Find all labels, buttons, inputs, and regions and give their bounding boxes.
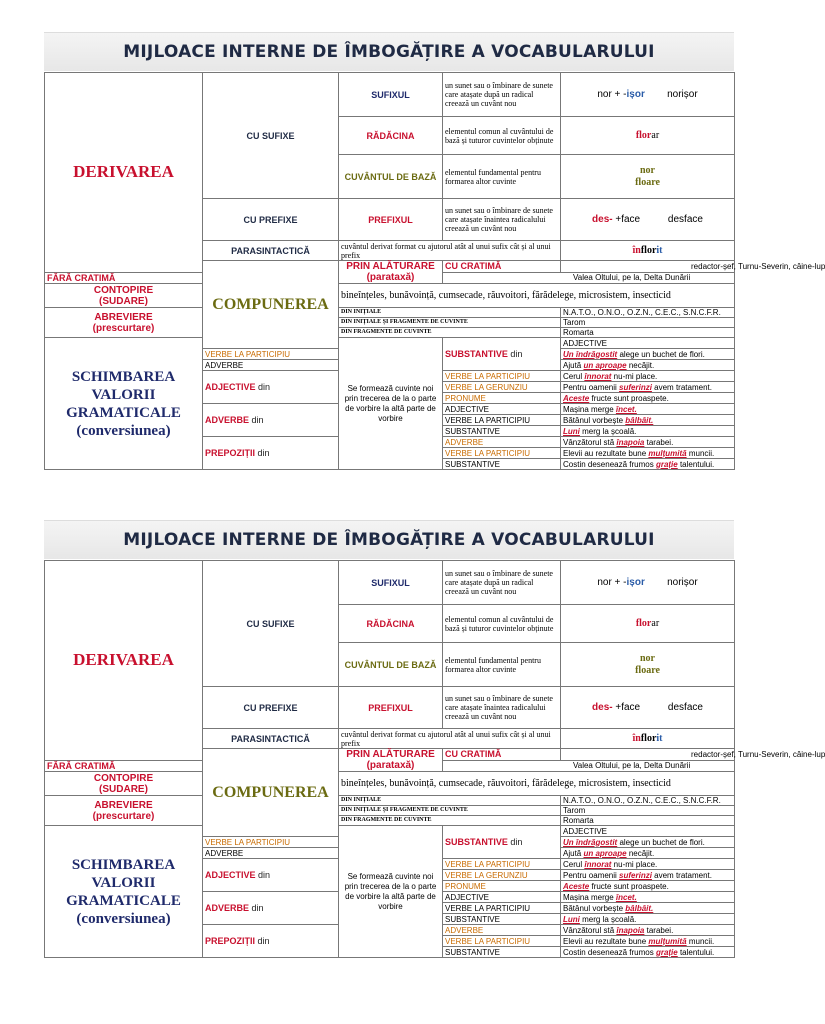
cu-sufixe: CU SUFIXE [203,561,339,687]
vocab-table [44,72,825,470]
cuvantul-de-baza: CUVÂNTUL DE BAZĂ [339,155,443,199]
conv-example: Luni merg la școală. [561,914,735,925]
conv-from: SUBSTANTIVE [443,426,561,437]
conv-from: VERBE LA PARTICIPIU [443,859,561,870]
conv-from: ADVERBE [203,848,339,859]
cuvantul-de-baza-def: elementul fundamental pentru formarea altor cuvinte [443,643,561,687]
conv-from: VERBE LA GERUNZIU [443,870,561,881]
cu-prefixe: CU PREFIXE [203,687,339,729]
contopire-example: bineînțeles, bunăvoință, cumsecade, răuvoitori, fărădelege, microsistem, insecticid [339,284,735,308]
contopire-example: bineînțeles, bunăvoință, cumsecade, răuvoitori, fărădelege, microsistem, insecticid [339,772,735,796]
from-adverbe: ADVERBE din [203,892,339,925]
from-substantive: SUBSTANTIVE din [443,338,561,371]
radacina-example: florar [561,605,735,643]
conv-from: ADJECTIVE [443,404,561,415]
conv-example: Cerul înnorat nu-mi place. [561,859,735,870]
parasintactica-example: înflorit [561,241,735,261]
schimbarea-label: SCHIMBAREA VALORII GRAMATICALE (conversiunea) [45,338,203,470]
from-adjective: ADJECTIVE din [203,371,339,404]
parasintactica-def: cuvântul derivat format cu ajutorul atât al unui sufix cât și al unui prefix [339,729,561,749]
conv-example: Un îndrăgostit alege un buchet de flori. [561,349,735,360]
conv-from: PRONUME [443,393,561,404]
abreviere: ABREVIERE (prescurtare) [45,308,203,338]
fara-cratima-example: Valea Oltului, pe la, Delta Dunării [443,272,735,284]
page-title: MIJLOACE INTERNE DE ÎMBOGĂȚIRE A VOCABULARULUI [44,520,734,559]
sufixul-example: nor + -ișor norișor [561,73,735,117]
conv-from: ADVERBE [203,360,339,371]
derivarea-label: DERIVAREA [45,73,203,273]
conv-example: Vânzătorul stă înapoia tarabei. [561,925,735,936]
derivarea-label: DERIVAREA [45,561,203,761]
abreviere: ABREVIERE (prescurtare) [45,796,203,826]
compunerea-label: COMPUNEREA [203,749,339,837]
fara-cratima: FĂRĂ CRATIMĂ [45,272,203,284]
conv-example: Ajută un aproape necăjit. [561,360,735,371]
din-fragmente: DIN FRAGMENTE DE CUVINTE [339,816,561,826]
conv-example: Elevii au rezultate bune mulțumită muncii. [561,448,735,459]
conv-example: Mașina merge încet. [561,892,735,903]
conv-example: Pentru oamenii suferinzi avem tratament. [561,870,735,881]
conv-from: PRONUME [443,881,561,892]
from-adverbe: ADVERBE din [203,404,339,437]
cu-cratima: CU CRATIMĂ [443,749,561,761]
schimbarea-desc: Se formează cuvinte noi prin trecerea de la o parte de vorbire la altă parte de vorbire [339,338,443,470]
radacina-def: elementul comun al cuvântului de bază și tuturor cuvintelor obținute [443,605,561,643]
conv-from: VERBE LA PARTICIPIU [443,371,561,382]
conv-example: Vânzătorul stă înapoia tarabei. [561,437,735,448]
conv-example: Pentru oamenii suferinzi avem tratament. [561,382,735,393]
prefixul: PREFIXUL [339,199,443,241]
conv-from: SUBSTANTIVE [443,947,561,958]
cu-prefixe: CU PREFIXE [203,199,339,241]
sufixul: SUFIXUL [339,561,443,605]
din-initiale: DIN INIȚIALE [339,308,561,318]
din-initiale-example: N.A.T.O., O.N.O., O.Z.N., C.E.C., S.N.C.F.R. [561,796,735,806]
din-fragmente-example: Romarta [561,816,735,826]
prefixul-example: des- +face desface [561,687,735,729]
parasintactica-example: înflorit [561,729,735,749]
conv-from: SUBSTANTIVE [443,914,561,925]
radacina-def: elementul comun al cuvântului de bază și tuturor cuvintelor obținute [443,117,561,155]
sufixul: SUFIXUL [339,73,443,117]
din-initiale-fragmente-example: Tarom [561,318,735,328]
parasintactica-def: cuvântul derivat format cu ajutorul atât al unui sufix cât și al unui prefix [339,241,561,261]
prefixul-example: des- +face desface [561,199,735,241]
conv-example: Ajută un aproape necăjit. [561,848,735,859]
conv-example: Bătânul vorbește bâlbâit. [561,903,735,914]
conv-example: Luni merg la școală. [561,426,735,437]
from-prepozitii: PREPOZIȚII din [203,437,339,470]
cuvantul-de-baza-def: elementul fundamental pentru formarea altor cuvinte [443,155,561,199]
conv-from: VERBE LA GERUNZIU [443,382,561,393]
conv-example: Elevii au rezultate bune mulțumită muncii. [561,936,735,947]
prefixul: PREFIXUL [339,687,443,729]
cu-cratima-example: redactor-șef, Turnu-Severin, câine-lup [561,749,735,761]
conv-from: VERBE LA PARTICIPIU [443,415,561,426]
contopire: CONTOPIRE (SUDARE) [45,284,203,308]
din-initiale-fragmente-example: Tarom [561,806,735,816]
din-initiale-fragmente: DIN INIȚIALE ȘI FRAGMENTE DE CUVINTE [339,806,561,816]
conv-example: Aceste fructe sunt proaspete. [561,393,735,404]
conv-from: VERBE LA PARTICIPIU [203,837,339,848]
fara-cratima: FĂRĂ CRATIMĂ [45,760,203,772]
conv-example: Cerul înnorat nu-mi place. [561,371,735,382]
conv-example: Bătânul vorbește bâlbâit. [561,415,735,426]
conv-from: SUBSTANTIVE [443,459,561,470]
conv-example: Mașina merge încet. [561,404,735,415]
radacina-example: florar [561,117,735,155]
radacina: RĂDĂCINA [339,605,443,643]
parasintactica: PARASINTACTICĂ [203,729,339,749]
din-initiale-example: N.A.T.O., O.N.O., O.Z.N., C.E.C., S.N.C.F.R. [561,308,735,318]
schimbarea-desc: Se formează cuvinte noi prin trecerea de la o parte de vorbire la altă parte de vorbire [339,826,443,958]
cu-cratima-example: redactor-șef, Turnu-Severin, câine-lup [561,261,735,273]
din-initiale-fragmente: DIN INIȚIALE ȘI FRAGMENTE DE CUVINTE [339,318,561,328]
conv-example: Costin desenează frumos grație talentului. [561,459,735,470]
fara-cratima-example: Valea Oltului, pe la, Delta Dunării [443,760,735,772]
compunerea-label: COMPUNEREA [203,261,339,349]
cuvantul-de-baza-example: nor floare [561,155,735,199]
conv-from: ADVERBE [443,437,561,448]
from-adjective: ADJECTIVE din [203,859,339,892]
parasintactica: PARASINTACTICĂ [203,241,339,261]
contopire: CONTOPIRE (SUDARE) [45,772,203,796]
cu-sufixe: CU SUFIXE [203,73,339,199]
prin-alaturare: PRIN ALĂTURARE (parataxă) [339,749,443,772]
din-initiale: DIN INIȚIALE [339,796,561,806]
conv-from: VERBE LA PARTICIPIU [203,349,339,360]
conv-example: Costin desenează frumos grație talentului. [561,947,735,958]
conv-from: VERBE LA PARTICIPIU [443,903,561,914]
from-substantive: SUBSTANTIVE din [443,826,561,859]
conv-example: Un îndrăgostit alege un buchet de flori. [561,837,735,848]
conv-from: VERBE LA PARTICIPIU [443,448,561,459]
conv-example: Aceste fructe sunt proaspete. [561,881,735,892]
cu-cratima: CU CRATIMĂ [443,261,561,273]
from-prepozitii: PREPOZIȚII din [203,925,339,958]
conv-from: ADJECTIVE [443,892,561,903]
sufixul-example: nor + -ișor norișor [561,561,735,605]
conv-from: ADJECTIVE [561,338,735,349]
din-fragmente: DIN FRAGMENTE DE CUVINTE [339,328,561,338]
schimbarea-label: SCHIMBAREA VALORII GRAMATICALE (conversiunea) [45,826,203,958]
vocab-table [44,560,825,958]
prin-alaturare: PRIN ALĂTURARE (parataxă) [339,261,443,284]
sufixul-def: un sunet sau o îmbinare de sunete care atașate după un radical creează un cuvânt nou [443,561,561,605]
sufixul-def: un sunet sau o îmbinare de sunete care atașate după un radical creează un cuvânt nou [443,73,561,117]
cuvantul-de-baza: CUVÂNTUL DE BAZĂ [339,643,443,687]
prefixul-def: un sunet sau o îmbinare de sunete care atașate înaintea radicalului creează un cuvânt nou [443,199,561,241]
radacina: RĂDĂCINA [339,117,443,155]
page-title: MIJLOACE INTERNE DE ÎMBOGĂȚIRE A VOCABULARULUI [44,32,734,71]
prefixul-def: un sunet sau o îmbinare de sunete care atașate înaintea radicalului creează un cuvânt nou [443,687,561,729]
conv-from: ADJECTIVE [561,826,735,837]
cuvantul-de-baza-example: nor floare [561,643,735,687]
conv-from: VERBE LA PARTICIPIU [443,936,561,947]
conv-from: ADVERBE [443,925,561,936]
din-fragmente-example: Romarta [561,328,735,338]
